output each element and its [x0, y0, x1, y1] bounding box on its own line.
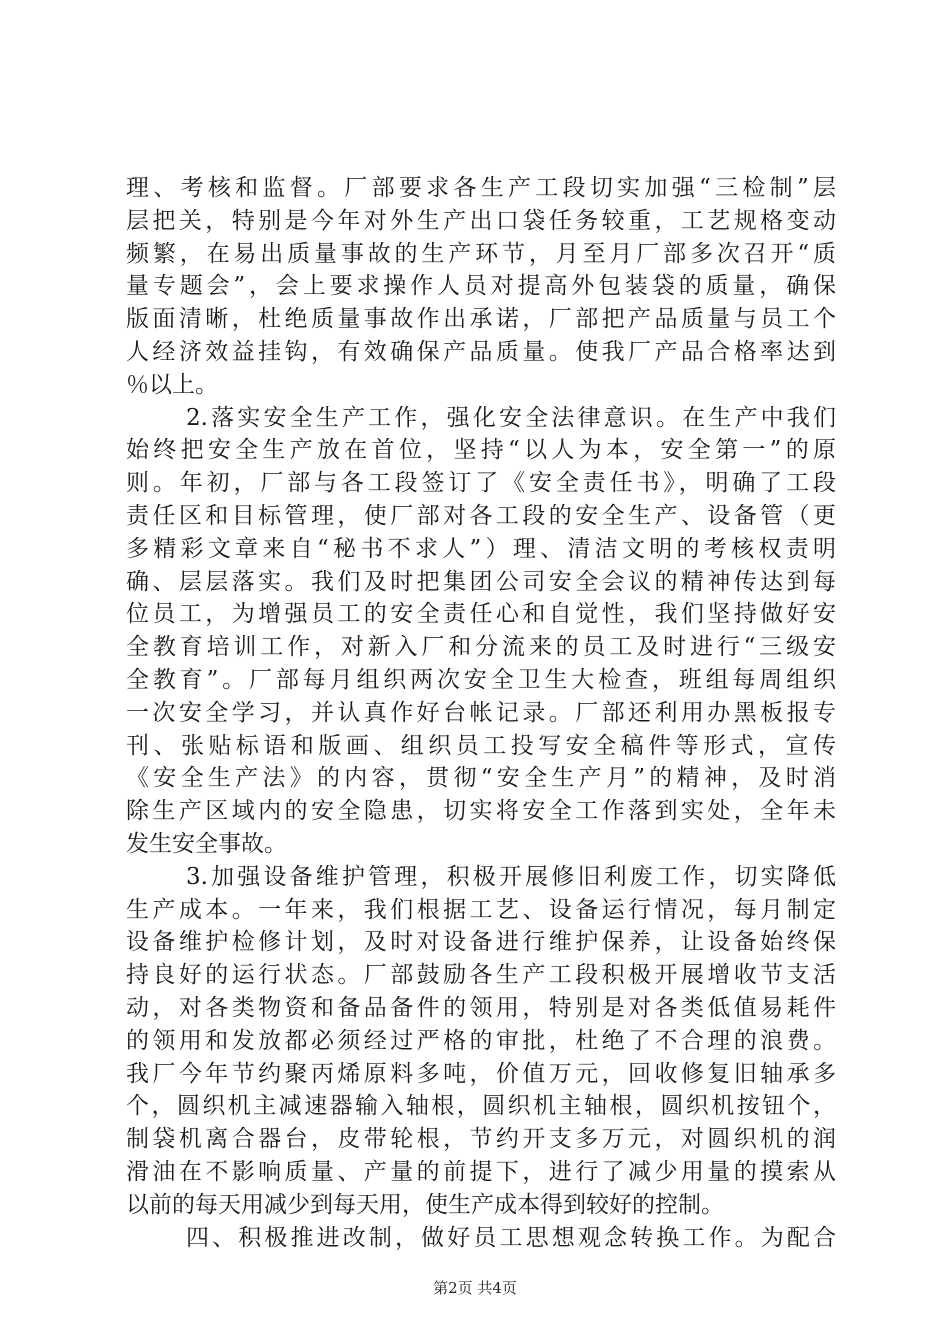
page-footer: 第2页 共4页	[433, 1279, 517, 1297]
text-line: 全教育”。厂部每月组织两次安全卫生大检查，班组每周组织	[126, 666, 836, 693]
text-line: 刊、张贴标语和版画、组织员工投写安全稿件等形式，宣传	[126, 732, 836, 759]
text-line: 理、考核和监督。厂部要求各生产工段切实加强“三检制”层	[126, 175, 836, 201]
text-line: 频繁，在易出质量事故的生产环节，月至月厂部多次召开“质	[126, 240, 836, 267]
text-line: 的领用和发放都必须经过严格的审批，杜绝了不合理的浪费。	[126, 1027, 836, 1054]
text-line: 制袋机离合器台，皮带轮根，节约开支多万元，对圆织机的润	[126, 1126, 836, 1153]
text-line: 持良好的运行状态。厂部鼓励各生产工段积极开展增收节支活	[126, 962, 836, 989]
text-line: 确、层层落实。我们及时把集团公司安全会议的精神传达到每	[126, 568, 836, 595]
text-line: 版面清晰，杜绝质量事故作出承诺，厂部把产品质量与员工个	[126, 306, 836, 333]
text-line: 发生安全事故。	[126, 830, 287, 857]
text-line: 层把关，特别是今年对外生产出口袋任务较重，工艺规格变动	[126, 207, 836, 234]
text-line: ％以上。	[126, 371, 218, 398]
text-line: 个，圆织机主减速器输入轴根，圆织机主轴根，圆织机按钮个，	[126, 1093, 836, 1120]
text-line: 设备维护检修计划，及时对设备进行维护保养，让设备始终保	[126, 929, 836, 956]
text-line: 则。年初，厂部与各工段签订了《安全责任书》，明确了工段	[126, 470, 836, 497]
text-line: 一次安全学习，并认真作好台帐记录。厂部还利用办黑板报专	[126, 699, 836, 726]
document-body	[126, 172, 836, 1254]
text-line: 除生产区域内的安全隐患，切实将安全工作落到实处，全年未	[126, 798, 836, 825]
text-line: 我厂今年节约聚丙烯原料多吨，价值万元，回收修复旧轴承多	[126, 1060, 836, 1087]
text-line: 责任区和目标管理，使厂部对各工段的安全生产、设备管（更	[126, 502, 836, 529]
text-line: 全教育培训工作，对新入厂和分流来的员工及时进行“三级安	[126, 634, 836, 661]
text-line: 位员工，为增强员工的安全责任心和自觉性，我们坚持做好安	[126, 601, 836, 628]
text-line: 2.落实安全生产工作，强化安全法律意识。在生产中我们	[186, 404, 836, 431]
text-line: 3.加强设备维护管理，积极开展修旧利废工作，切实降低	[186, 863, 836, 890]
text-line: 滑油在不影响质量、产量的前提下，进行了减少用量的摸索从	[126, 1158, 836, 1185]
text-line: 《安全生产法》的内容，贯彻“安全生产月”的精神，及时消	[126, 765, 836, 792]
text-line: 量专题会”，会上要求操作人员对提高外包装袋的质量，确保	[126, 273, 836, 300]
text-line: 动，对各类物资和备品备件的领用，特别是对各类低值易耗件	[126, 994, 836, 1021]
text-line: 以前的每天用减少到每天用，使生产成本得到较好的控制。	[126, 1191, 724, 1218]
text-line: 人经济效益挂钩，有效确保产品质量。使我厂产品合格率达到	[126, 338, 836, 365]
text-line: 四、积极推进改制，做好员工思想观念转换工作。为配合	[186, 1224, 836, 1251]
text-line: 生产成本。一年来，我们根据工艺、设备运行情况，每月制定	[126, 896, 836, 923]
text-line: 多精彩文章来自“秘书不求人”）理、清洁文明的考核权责明	[126, 535, 836, 562]
text-line: 始终把安全生产放在首位，坚持“以人为本，安全第一”的原	[126, 437, 836, 464]
